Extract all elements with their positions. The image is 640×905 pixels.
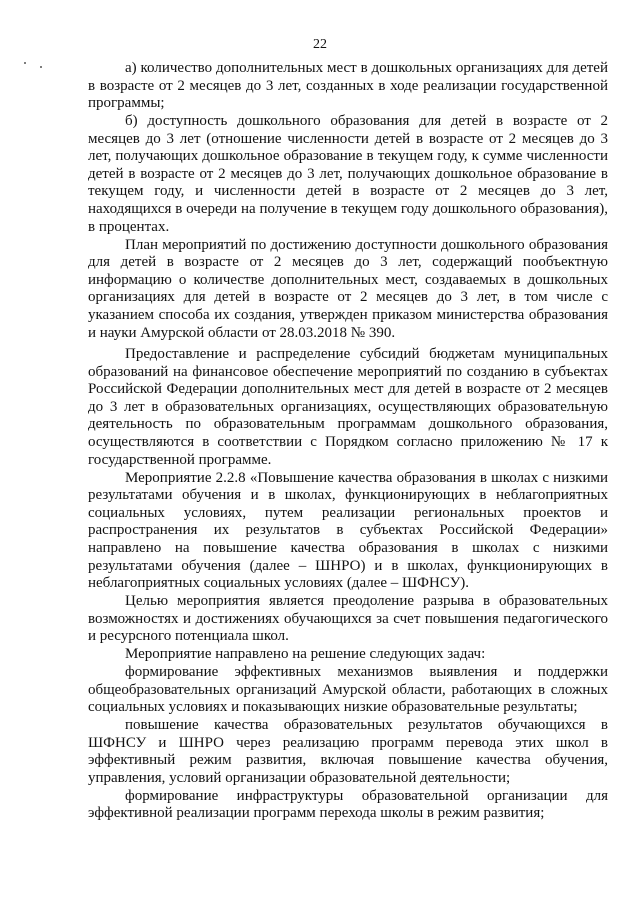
scan-speck-mark (40, 66, 42, 68)
paragraph-measure-goal: Целью мероприятия является преодоление разрыва в образовательных возможностях и достижениях обучающихся за счет повышения педагогического и ресурсного потенциала школ. (88, 593, 608, 645)
paragraph-subsidies: Предоставление и распределение субсидий бюджетам муниципальных образований на финансовое обеспечение мероприятий по созданию в субъектах Российской Федерации дополнительных мест для детей в возрасте от 2 месяцев до 3 лет в образовательных организациях, осуществляющих образовательную деятельность по образовательным программам дошкольного образования, осуществляются в соответствии с Порядком согласно приложению № 17 к государственной программе. (88, 346, 608, 468)
paragraph-tasks-intro: Мероприятие направлено на решение следующих задач: (125, 646, 486, 663)
paragraph-action-plan: План мероприятий по достижению доступности дошкольного образования для детей в возрасте от 2 месяцев до 3 лет, содержащий пообъектную информацию о количестве дополнительных мест, создаваемых в дошкольных организациях для детей в возрасте от 2 месяцев до 3 лет, в том числе с указанием способа их создания, утвержден приказом министерства образования и науки Амурской области от 28.03.2018 № 390. (88, 236, 608, 341)
paragraph-item-b: б) доступность дошкольного образования для детей в возрасте от 2 месяцев до 3 лет (отношение численности детей в возрасте от 2 месяцев до 3 лет, получающих дошкольное образование в текущем году, к сумме численности детей в возрасте от 2 месяцев до 3 лет, получающих дошкольное образование в текущем году, и численности детей в возрасте от 2 месяцев до 3 лет, находящихся в очереди на получение в текущем году дошкольного образования), в процентах. (88, 113, 608, 235)
paragraph-task-mechanisms: формирование эффективных механизмов выявления и поддержки общеобразовательных организаций Амурской области, работающих в сложных социальных условиях и показывающих низкие образовательные результаты; (88, 663, 608, 716)
scan-speck-mark (24, 62, 26, 64)
paragraph-item-a: а) количество дополнительных мест в дошкольных организациях для детей в возрасте от 2 месяцев до 3 лет, созданных в ходе реализации государственной программы; (88, 60, 608, 112)
page-number: 22 (313, 37, 327, 52)
paragraph-task-quality: повышение качества образовательных результатов обучающихся в ШФНСУ и ШНРО через реализацию программ перевода этих школ в эффективный режим развития, включая повышение качества обучения, управления, условий организации образовательной деятельности; (88, 717, 608, 786)
document-body (88, 60, 608, 823)
paragraph-measure-2-2-8: Мероприятие 2.2.8 «Повышение качества образования в школах с низкими результатами обучения и в школах, функционирующих в неблагоприятных социальных условиях, путем реализации региональных проектов и распространения их результатов в субъектах Российской Федерации» направлено на повышение качества образования в школах с низкими результатами обучения (далее – ШНРО) и в школах, функционирующих в неблагоприятных социальных условиях (далее – ШФНСУ). (88, 469, 608, 592)
paragraph-task-infrastructure: формирование инфраструктуры образовательной организации для эффективной реализации программ перехода школы в режим развития; (88, 787, 608, 822)
